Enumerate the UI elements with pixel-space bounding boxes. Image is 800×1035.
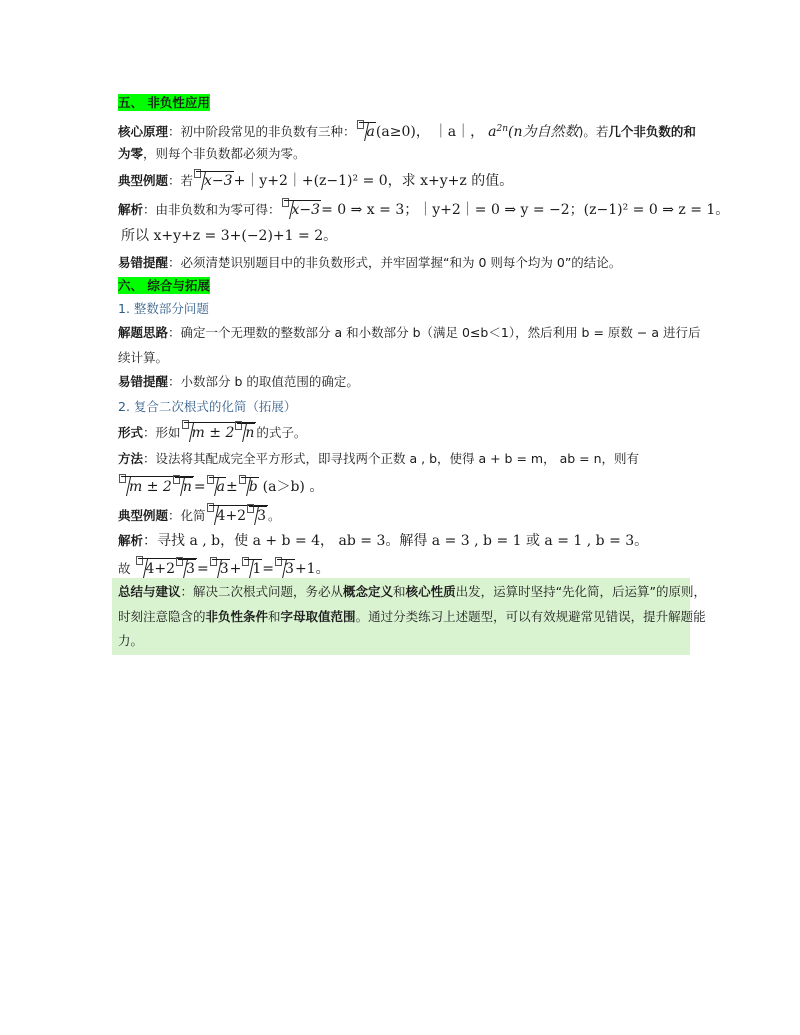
- analysis-5-rest: = 0 ⇒ x = 3；｜y+2｜= 0 ⇒ y = −2；(z−1)² = 0 ⇒ z = 1。: [321, 202, 730, 218]
- principle-text-2: ，则每个非负数都必须为零。: [143, 146, 306, 161]
- summary-box: [112, 578, 707, 655]
- summary-line-2: 时刻注意隐含的非负性条件和字母取值范围。通过分类练习上述题型，可以有效规避常见错误，提升解题能: [118, 609, 706, 624]
- principle-bold-1: 几个非负数的和: [608, 124, 696, 140]
- summary-label: 总结与建议: [118, 584, 181, 599]
- example-6-line: [118, 505, 281, 525]
- principle-bold-2: 为零: [118, 146, 144, 161]
- root-compound: m ± 2 n: [184, 422, 257, 442]
- idea-label: 解题思路: [118, 325, 169, 340]
- root-b: b: [241, 477, 259, 496]
- method-label: 方法: [118, 451, 144, 466]
- example-5-rest: +｜y+2｜+(z−1)² = 0，求 x+y+z 的值。: [233, 173, 514, 189]
- tip-5-label: 易错提醒: [118, 255, 169, 270]
- root-4-2r3: 4+2 3: [209, 505, 268, 525]
- example-5-line: [118, 171, 513, 190]
- principle-text-1: 初中阶段常见的非负数有三种：: [180, 124, 356, 140]
- example-6-end: 。: [268, 508, 281, 523]
- analysis-6-line-1: [118, 532, 648, 550]
- form-text-1: ：形如: [143, 425, 181, 440]
- power-exp: 2n: [496, 124, 509, 134]
- analysis-5-result: 所以 x+y+z = 3+(−2)+1 = 2。: [121, 228, 338, 244]
- method-line-2: [118, 476, 323, 496]
- form-text-2: 的式子。: [256, 425, 307, 440]
- principle-c3: )。若: [578, 124, 609, 140]
- section-5-heading: [118, 94, 210, 112]
- method-text-1: ：设法将其配成完全平方形式，即寻找两个正数 a , b，使得 a + b = m， ab = n，则有: [143, 451, 640, 466]
- analysis-6-line-2: 故 4+2 3 = 3+ 1= 3+1。: [118, 558, 330, 578]
- example-6-text: ：化简: [168, 508, 206, 523]
- subsection-2-title: 2. 复合二次根式的化简（拓展）: [118, 399, 297, 414]
- analysis-5-line-1: [118, 200, 729, 219]
- section-5-heading-text: 五、 非负性应用: [118, 95, 210, 110]
- principle-colon: ：: [168, 124, 181, 140]
- tip-6-label: 易错提醒: [118, 374, 169, 389]
- analysis-6-text: ：寻找 a , b，使 a + b = 4， ab = 3。解得 a = 3 , b = 1 或 a = 1 , b = 3。: [143, 533, 649, 549]
- root-x-3b: x−3: [284, 200, 322, 219]
- tip-5-line: [118, 254, 621, 272]
- analysis-5-text: ：由非负数和为零可得：: [143, 202, 281, 217]
- principle-line-1: [118, 120, 696, 141]
- idea-text-1: ：确定一个无理数的整数部分 a 和小数部分 b（满足 0≤b＜1），然后利用 b = 原数 − a 进行后: [168, 325, 701, 340]
- example-5-text: ：若: [168, 173, 194, 188]
- root-1: 1: [244, 559, 262, 578]
- idea-line-2: 续计算。: [118, 350, 169, 365]
- principle-nat: 为自然数: [522, 124, 579, 141]
- analysis-6-end: +1。: [294, 561, 330, 577]
- method-cond: (a＞b) 。: [262, 479, 324, 495]
- root-3: 3: [212, 559, 230, 578]
- method-pm: ±: [225, 479, 238, 495]
- example-5-label: 典型例题: [118, 173, 169, 188]
- root-4-2r3-b: 4+2 3: [138, 558, 197, 578]
- tip-5-text: ：必须清楚识别题目中的非负数形式，并牢固掌握“和为 0 则每个均为 0”的结论。: [168, 255, 622, 270]
- method-line-1: [118, 450, 639, 468]
- principle-cond: (a≥0)，: [375, 124, 430, 141]
- root-compound-b: m ± 2 n: [121, 476, 194, 496]
- principle-c2: (n: [508, 124, 523, 141]
- subsection-1-title: 1. 整数部分问题: [118, 301, 209, 316]
- method-eq: =: [193, 479, 206, 495]
- analysis-5-label: 解析: [118, 202, 144, 217]
- principle-abs: ｜a｜，: [433, 124, 485, 141]
- root-a-b: a: [209, 477, 226, 496]
- summary-line-3: 力。: [118, 633, 144, 648]
- section-6-heading-text: 六、 综合与拓展: [118, 278, 210, 293]
- tip-6-line: [118, 373, 359, 391]
- section-6-heading: [118, 277, 210, 295]
- form-label: 形式: [118, 425, 144, 440]
- principle-label: 核心原理: [118, 124, 169, 140]
- summary-line-1: 总结与建议：解决二次根式问题，务必从概念定义和核心性质出发，运算时坚持“先化简，后运算”的原则，: [118, 584, 707, 599]
- form-line: [118, 422, 306, 442]
- analysis-6-label: 解析: [118, 533, 144, 548]
- idea-line-1: [118, 324, 700, 342]
- root-a: a: [359, 122, 376, 141]
- power-base: a: [488, 124, 497, 141]
- root-3-b: 3: [277, 559, 295, 578]
- principle-line-2: [118, 145, 306, 163]
- example-6-label: 典型例题: [118, 508, 169, 523]
- tip-6-text: ：小数部分 b 的取值范围的确定。: [168, 374, 359, 389]
- analysis-6-pre: 故: [118, 561, 131, 576]
- root-x-3: x−3: [196, 171, 234, 190]
- analysis-5-line-2: [121, 227, 337, 245]
